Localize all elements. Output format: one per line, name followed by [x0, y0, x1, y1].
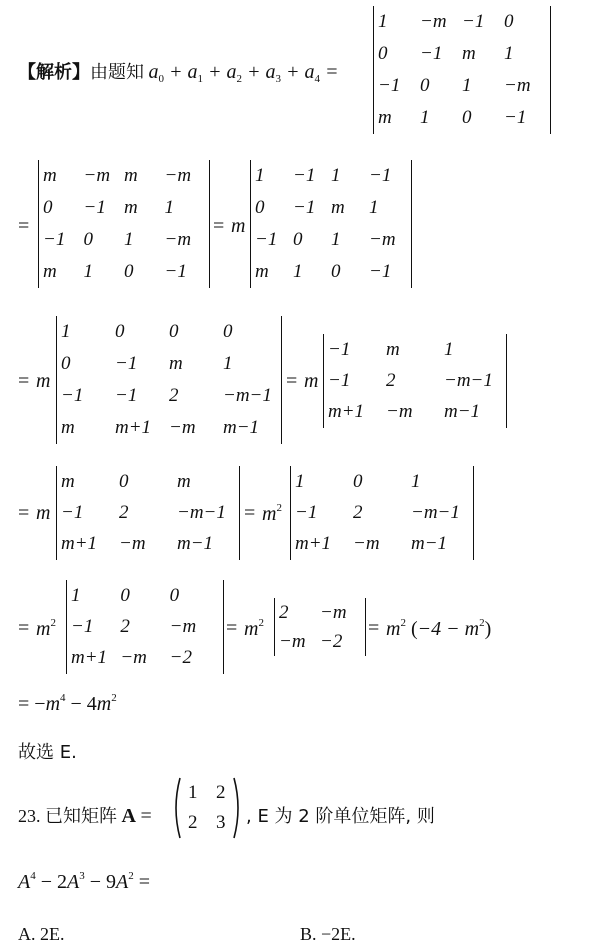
determinant-cell: −1 [378, 75, 401, 96]
determinant-cell: 1 [462, 75, 472, 96]
determinant-cell: 1 [293, 261, 303, 282]
equals-sign: = [368, 617, 380, 639]
determinant-cell: m+1 [295, 533, 332, 555]
determinant-3 [250, 160, 412, 288]
conclusion: 故选 E. [18, 742, 77, 763]
determinant-cell: −2 [320, 630, 343, 652]
determinant-cell: −1 [255, 229, 278, 250]
determinant-cell: 1 [255, 165, 265, 186]
determinant-cell: 1 [124, 229, 134, 250]
determinant-cell: −1 [71, 616, 94, 637]
determinant-cell: −1 [43, 229, 66, 250]
determinant-cell: 0 [223, 321, 233, 342]
determinant-cell: −1 [369, 165, 392, 186]
coef-m: m [36, 370, 51, 392]
determinant-cell: 1 [504, 43, 514, 64]
equals-sign: = [286, 370, 298, 392]
determinant-cell: −m−1 [444, 370, 493, 391]
determinant-cell: m+1 [328, 401, 365, 423]
solution-intro-line [18, 58, 339, 85]
determinant-cell: 1 [420, 107, 430, 128]
determinant-cell: m−1 [444, 401, 481, 423]
determinant-9 [274, 598, 366, 656]
determinant-cell: m−1 [411, 533, 448, 555]
determinant-cell: 0 [331, 261, 341, 282]
determinant-cell: 0 [119, 470, 129, 492]
determinant-6 [56, 466, 240, 560]
determinant-cell: −m [420, 11, 447, 32]
determinant-cell: −1 [328, 370, 351, 391]
question-text-b: , E 为 2 阶单位矩阵, 则 [246, 806, 435, 827]
determinant-cell: −m [164, 229, 192, 250]
option-b[interactable]: B. −2E. [300, 924, 356, 944]
determinant-7 [290, 466, 474, 560]
determinant-cell: 1 [331, 229, 341, 250]
determinant-cell: 2 [386, 370, 396, 391]
coef-m-squared: $m^2$ [244, 617, 264, 640]
determinant-cell: 0 [378, 43, 388, 64]
determinant-cell: −1 [115, 385, 138, 406]
determinant-2 [38, 160, 210, 288]
determinant-cell: m [43, 261, 57, 282]
question-text-a: 已知矩阵 [45, 806, 117, 827]
determinant-cell: 0 [124, 261, 134, 282]
determinant-cell: 1 [331, 165, 341, 186]
determinant-cell: −m [83, 165, 111, 186]
determinant-1 [373, 6, 551, 134]
matrix-cell: 2 [188, 812, 198, 833]
determinant-cell: 0 [255, 197, 265, 218]
determinant-cell: 1 [61, 321, 71, 342]
determinant-cell: 0 [115, 321, 125, 342]
determinant-cell: −1 [328, 338, 351, 360]
equals-sign: = [18, 502, 30, 524]
coef-m: m [231, 215, 246, 237]
matrix-cell: 1 [188, 782, 198, 803]
matrix-name: A [121, 805, 136, 827]
final-result: = $-m^4 - 4m^2$ [18, 692, 117, 715]
determinant-cell: 0 [169, 584, 180, 606]
determinant-cell: −m−1 [411, 502, 460, 523]
coef-m: m [304, 370, 319, 392]
determinant-cell: m [177, 470, 191, 492]
determinant-cell: m [124, 165, 138, 186]
determinant-cell: m [378, 107, 392, 128]
determinant-cell: 1 [295, 470, 305, 492]
matrix-A [172, 776, 242, 840]
determinant-cell: 1 [223, 353, 233, 374]
determinant-cell: m [255, 261, 269, 282]
determinant-cell: 1 [83, 261, 93, 282]
determinant-cell: −1 [83, 197, 106, 218]
determinant-cell: 0 [420, 75, 430, 96]
determinant-cell: −m−1 [223, 385, 272, 406]
determinant-cell: m [331, 197, 345, 218]
coef-m: m [36, 502, 51, 524]
determinant-cell: m+1 [115, 417, 152, 438]
determinant-cell: −m [120, 647, 147, 669]
determinant-cell: 1 [164, 197, 174, 218]
determinant-cell: −m [169, 616, 197, 637]
determinant-cell: m [124, 197, 138, 218]
determinant-cell: 0 [61, 353, 71, 374]
determinant-cell: −1 [61, 385, 84, 406]
determinant-cell: 2 [120, 616, 130, 637]
determinant-cell: −m [320, 601, 347, 623]
determinant-cell: −m [369, 229, 396, 250]
determinant-cell: −1 [293, 197, 316, 218]
determinant-cell: m [43, 165, 57, 186]
question-23-stem: 23. 已知矩阵 A = [18, 805, 152, 827]
equals-sign: = [18, 617, 30, 639]
determinant-cell: m+1 [61, 533, 98, 555]
determinant-cell: −1 [115, 353, 138, 374]
determinant-cell: 0 [120, 584, 130, 606]
factored-result: $m^2$ $(-4 - m^2)$ [386, 617, 492, 640]
question-expression: $A^4 - 2A^3 - 9A^2$ = [18, 870, 150, 893]
determinant-cell: 0 [462, 107, 472, 128]
question-number: 23. [18, 806, 41, 826]
equals-sign: = [213, 215, 225, 237]
determinant-cell: −m [169, 417, 196, 438]
determinant-cell: −1 [462, 11, 485, 32]
determinant-cell: m−1 [177, 533, 214, 555]
determinant-cell: 0 [504, 11, 514, 32]
determinant-cell: −m [504, 75, 531, 96]
determinant-cell: −1 [293, 165, 316, 186]
determinant-8 [66, 580, 224, 674]
determinant-cell: 1 [444, 338, 454, 360]
determinant-cell: −m [119, 533, 146, 555]
equals-sign: = [18, 215, 30, 237]
determinant-cell: m+1 [71, 647, 108, 669]
determinant-cell: m [61, 470, 75, 492]
solution-label: 【解析】 [18, 62, 90, 83]
determinant-cell: 2 [119, 502, 129, 523]
determinant-cell: m [462, 43, 476, 64]
determinant-cell: −1 [420, 43, 443, 64]
equals-sign: = [244, 502, 256, 524]
determinant-cell: −m [386, 401, 413, 423]
determinant-cell: m−1 [223, 417, 260, 438]
solution-intro: 由题知 [90, 62, 144, 83]
matrix-cell: 2 [216, 782, 226, 803]
determinant-cell: 2 [353, 502, 363, 523]
determinant-cell: 1 [411, 470, 421, 492]
determinant-cell: −1 [504, 107, 527, 128]
determinant-cell: −2 [169, 647, 192, 669]
determinant-cell: 0 [169, 321, 179, 342]
determinant-cell: 0 [83, 229, 93, 250]
determinant-cell: −1 [369, 261, 392, 282]
determinant-5 [323, 334, 507, 428]
determinant-cell: −m [279, 630, 306, 652]
determinant-cell: 1 [71, 584, 81, 606]
determinant-cell: 2 [279, 601, 289, 623]
matrix-paren-icon [172, 776, 242, 840]
determinant-cell: m [386, 338, 400, 360]
determinant-cell: 0 [353, 470, 363, 492]
determinant-cell: 1 [378, 11, 388, 32]
matrix-cell: 3 [216, 812, 226, 833]
determinant-cell: 2 [169, 385, 179, 406]
determinant-cell: m [61, 417, 75, 438]
determinant-cell: −m [164, 165, 192, 186]
determinant-cell: 0 [293, 229, 303, 250]
determinant-cell: −1 [295, 502, 318, 523]
coef-m-squared: $m^2$ [36, 617, 56, 640]
option-a[interactable]: A. 2E. [18, 924, 65, 944]
determinant-cell: −m−1 [177, 502, 226, 523]
determinant-cell: 0 [43, 197, 53, 218]
determinant-cell: −m [353, 533, 380, 555]
determinant-4 [56, 316, 282, 444]
determinant-cell: −1 [61, 502, 84, 523]
determinant-cell: 1 [369, 197, 379, 218]
equals-sign: = [226, 617, 238, 639]
equals-sign: = [18, 370, 30, 392]
determinant-cell: −1 [164, 261, 187, 282]
coef-m-squared: $m^2$ [262, 502, 282, 525]
coefficient-sum: $a_0 + a_1 + a_2 + a_3 + a_4$ = [148, 61, 339, 85]
determinant-cell: m [169, 353, 183, 374]
